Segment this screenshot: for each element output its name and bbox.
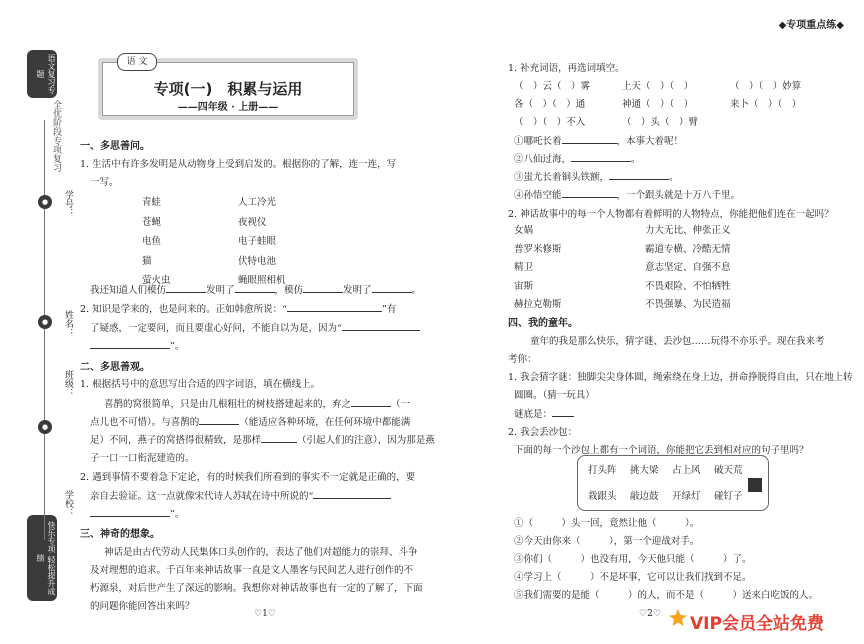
question-text: 1. 补充词语，再选词填空。 [508,63,625,74]
sentence: ①（ ）头一回，竟然让他（ ）。 [514,518,700,529]
list-item: 电鱼 [142,236,162,247]
question-text: 一写。 [90,177,119,188]
subject-ribbon: 语 文 [117,53,157,71]
list-item: 苍蝇 [142,216,162,228]
paragraph-line: 考你： [508,354,537,365]
sandbag-word[interactable]: 占上风 [672,465,701,476]
spine-side-note: 全优阶段专项复习 [51,100,61,172]
list-item: 精卫 [514,262,534,273]
list-item: 霸道专横、冷酷无情 [645,243,731,255]
idiom-cell: 上天（ ）（ ） [622,81,694,92]
blank-field[interactable] [303,282,343,293]
list-item: 普罗米修斯 [514,243,562,255]
list-item: 力大无比、伸张正义 [645,225,731,236]
vip-banner[interactable]: VIP会员全站免费 [690,614,824,634]
binding-line [44,120,45,540]
sandbag-word[interactable]: 敲边鼓 [630,491,659,502]
blank-field[interactable] [90,506,170,517]
list-item: 不畏艰险、不怕牺牲 [645,280,731,292]
invention-list [238,193,286,291]
sentence: ④孙悟空能 ，一个跟头就是十万八千里。 [514,187,740,201]
blank-field[interactable] [90,338,170,349]
list-item: 女娲 [514,225,534,236]
question-text: 喜鹊的窝很简单，只是由几根粗壮的树枝搭建起来的，弃之 （一 [104,396,410,410]
star-icon [668,608,688,628]
mythical-names [514,222,562,315]
section-heading: 四、我的童年。 [508,318,578,329]
blank-field[interactable] [562,187,617,198]
animal-list [142,193,171,291]
blank-field[interactable] [166,282,206,293]
class-label: 班级： [63,370,73,397]
sentence: ②今天由你来（ ），第一个迎战对手。 [514,536,700,547]
list-item: 宙斯 [514,280,534,292]
question-text: 亲自去验证。这一点就像宋代诗人苏轼在诗中所说的“ [90,488,391,502]
sentence: ③蚩尤长着铜头铁额， 。 [514,169,679,183]
idiom-cell: （ ）（ ）不入 [514,117,586,128]
idiom-cell: （ ）云（ ）雾 [514,81,591,92]
list-item: 伏特电池 [238,255,277,267]
question-text: 2. 遇到事情不要着急下定论，有的时候我们所看到的事实不一定就是正确的，要 [80,472,416,483]
question-text: 1. 根据括号中的意思写出合适的四字词语，填在横线上。 [80,379,321,390]
blank-field[interactable] [342,320,420,331]
question-text: 2. 神话故事中的每一个人物都有着鲜明的人物特点，你能把他们连在一起吗？ [508,209,834,220]
paragraph-line: 朽源泉，对后世产生了深远的影响。我想你对神话故事也有一定的了解了，下面 [90,583,423,594]
list-item: 意志坚定、自强不息 [645,262,731,273]
paragraph-line: 及对理想的追求。千百年来神话故事一直是文人墨客与民间艺人进行创作的不 [90,565,414,576]
sentence: ①哪吒长着 ，本事大着呢！ [514,133,683,147]
question-text: 足）不同，燕子的窝搭得很精致，是那样 （引起人们的注意），因为那是燕 [90,432,435,446]
list-item: 夜视仪 [238,216,267,228]
question-text: 圆圈。（猜一玩具） [514,390,595,401]
question-text: 子一口一口衔泥建造的。 [90,453,195,464]
page-subtitle: ——四年级 · 上册—— [177,102,279,113]
sentence: ③你们（ ）也没有用，今天他只能（ ）了。 [514,554,752,565]
list-item: 人工冷光 [238,197,277,208]
sandbag-icon [748,478,762,492]
blank-field[interactable] [261,432,297,443]
riddle-answer: 谜底是： [514,406,574,420]
blank-field[interactable] [372,282,412,293]
binding-hole: ● [38,315,52,329]
sandbag-word[interactable]: 破天荒 [714,465,743,476]
blank-field[interactable] [235,282,275,293]
question-text: 1. 生活中有许多发明是从动物身上受到启发的。根据你的了解，连一连，写 [80,159,397,170]
sandbag-word[interactable]: 挑大梁 [630,465,659,476]
list-item: 蝇眼照相机 [238,275,286,286]
list-item: 萤火虫 [142,275,171,286]
question-text: ”。 [90,338,184,352]
question-text: 点儿也不可惜）。与喜鹊的 （能适应各种环境，在任何环境中都能满 [90,414,410,428]
page-number: ♡2♡ [639,609,661,619]
sandbag-word[interactable]: 开绿灯 [672,491,701,502]
list-item: 赫拉克勒斯 [514,299,562,310]
paragraph-line: 的问题你能回答出来吗？ [90,601,195,612]
fill-line: 我还知道人们模仿 发明了 ，模仿 发明了 。 [90,282,421,296]
paragraph-line: 神话是由古代劳动人民集体口头创作的，表达了他们对超能力的崇拜、斗争 [104,547,418,558]
sandbag-word[interactable]: 碰钉子 [714,491,743,502]
section-heading: 三、神奇的想象。 [80,529,160,540]
paragraph-line: 童年的我是那么快乐，猜字谜、丢沙包……玩得不亦乐乎。现在我来考 [530,336,825,347]
school-label: 学校： [63,490,73,517]
section-heading: 一、多思善问。 [80,141,150,152]
blank-field[interactable] [609,169,669,180]
section-heading: 二、多思善观。 [80,362,150,373]
trait-list [645,222,731,315]
sentence: ⑤我们需要的是能（ ）的人，而不是（ ）送来白吃饭的人。 [514,590,819,601]
idiom-cell: （ ）（ ）妙算 [730,81,802,92]
question-text: 2. 我会丢沙包： [508,427,578,438]
sentence: ④学习上（ ）不是坏事，它可以让我们找到不足。 [514,572,752,583]
spine-bottom-tag: 快乐专项 轻松提升成绩 [27,515,57,601]
question-text: ”。 [90,506,184,520]
list-item: 青蛙 [142,197,162,208]
spine-top-tag: 语文复习专题 [27,50,57,98]
name-label: 姓名： [63,310,73,337]
blank-field[interactable] [571,151,631,162]
list-item: 不畏强暴、为民造福 [645,299,731,310]
sandbag-word[interactable]: 打头阵 [588,465,617,476]
list-item: 电子蛙眼 [238,236,277,247]
question-text: 2. 知识是学来的，也是问来的。正如韩愈所说：“ ”有 [80,301,396,315]
binding-hole: ● [38,195,52,209]
idiom-cell: 各（ ）（ ）通 [514,99,586,110]
idiom-cell: 神通（ ）（ ） [622,99,694,110]
page-title: 专项(一) 积累与运用 [153,80,303,98]
blank-field[interactable] [199,414,239,425]
sentence: ②八仙过海， 。 [514,151,641,165]
right-header: ◆专项重点练◆ [778,20,844,31]
student-no-label: 学号： [63,190,73,217]
list-item: 猫 [142,255,152,267]
blank-field[interactable] [562,133,617,144]
question-text: 下面的每一个沙包上都有一个词语，你能把它丢到相对应的句子里吗？ [514,445,809,456]
idiom-cell: 来卜（ ）（ ） [730,99,802,110]
sandbag-word[interactable]: 栽跟头 [588,491,617,502]
blank-field[interactable] [287,301,382,312]
blank-field[interactable] [351,396,391,407]
page-number: ♡1♡ [254,609,276,619]
question-text: 1. 我会猜字谜：独脚尖尖身体圆，绳索绕在身上边，拼命挣脱得自由，只在地上转 [508,372,853,383]
question-text: 了疑惑，一定要问，而且要虚心好问，不能自以为是，因为“ [90,320,420,334]
idiom-cell: （ ）头（ ）臂 [622,117,699,128]
blank-field[interactable] [313,488,391,499]
binding-hole: ● [38,420,52,434]
blank-field[interactable] [552,406,574,417]
